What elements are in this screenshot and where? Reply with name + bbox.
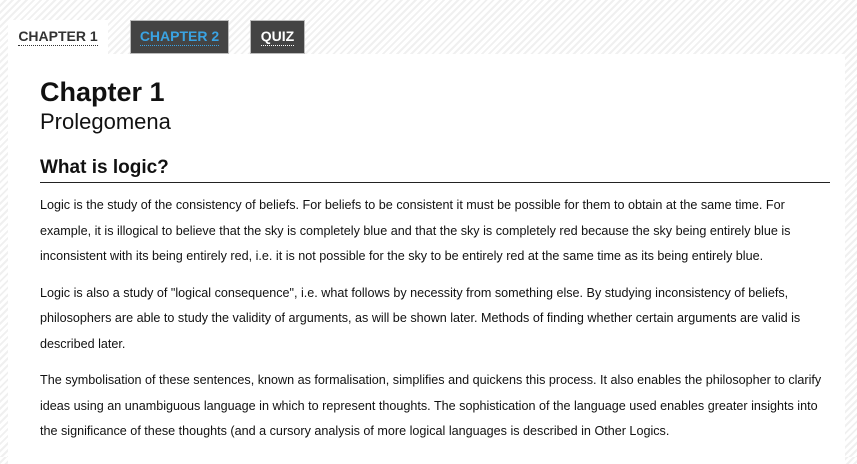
chapter-content [40, 76, 830, 445]
tab-label: CHAPTER 1 [18, 27, 98, 44]
tab-chapter-1[interactable] [8, 20, 108, 54]
page-subtitle: Prolegomena [40, 109, 171, 134]
paragraph: Logic is the study of the consistency of beliefs. For beliefs to be consistent it must be possible for them to obtain at the same time. For example, it is illogical to believe that the sky is completely blue and that the sky is completely red because the sky being entirely blue is inconsistent with its being entirely red, i.e. it is not possible for the sky to be entirely red at the same time as its being entirely blue. [40, 198, 791, 263]
tab-label: CHAPTER 2 [139, 27, 220, 44]
section-heading: What is logic? [40, 156, 830, 183]
paragraph: Logic is also a study of "logical consequence", i.e. what follows by necessity from something else. By studying inconsistency of beliefs, philosophers are able to study the validity of arguments, as will be shown later. Methods of finding whether certain arguments are valid is described later. [40, 285, 801, 351]
tab-quiz[interactable] [250, 20, 305, 54]
tab-label: QUIZ [260, 27, 295, 44]
content-panel [8, 54, 845, 464]
tab-chapter-2[interactable] [130, 20, 229, 54]
paragraph: The symbolisation of these sentences, known as formalisation, simplifies and quickens this process. It also enables the philosopher to clarify ideas using an unambiguous language in which to represent thoughts. The sophistication of the language used enables greater insights into the significance of these thoughts (and a cursory analysis of more logical languages is described in Other Logics. [40, 373, 822, 438]
page-title: Chapter 1 [40, 77, 165, 107]
